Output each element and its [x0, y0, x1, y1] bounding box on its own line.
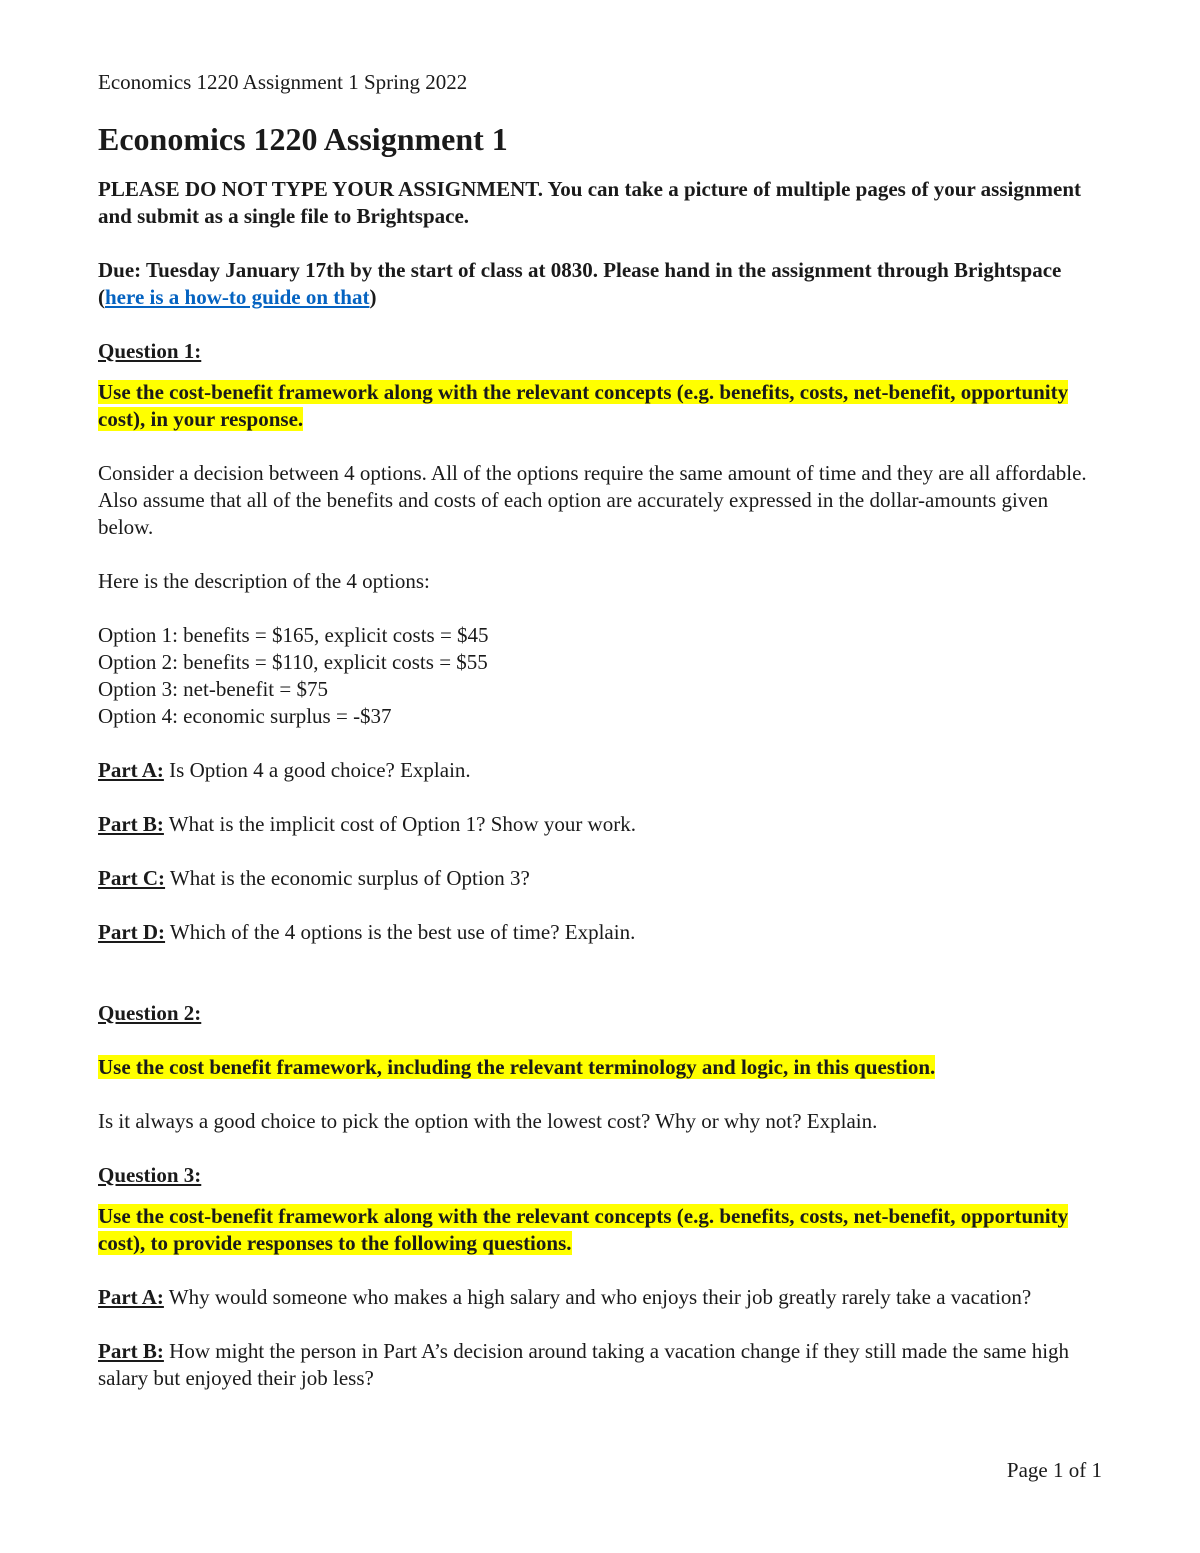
document-title: Economics 1220 Assignment 1: [98, 121, 508, 157]
part-text: What is the economic surplus of Option 3?: [165, 866, 530, 890]
question-1-part-c: [98, 865, 1108, 892]
part-label: Part A:: [98, 758, 164, 782]
part-text: Is Option 4 a good choice? Explain.: [163, 758, 471, 782]
question-1-part-b: [98, 811, 1108, 838]
part-text: What is the implicit cost of Option 1? Show your work.: [163, 812, 636, 836]
due-date-paragraph: [98, 257, 1108, 311]
question-2-highlight: Use the cost benefit framework, including the relevant terminology and logic, in this question.: [98, 1055, 936, 1079]
part-label: Part D:: [98, 920, 166, 944]
question-1-instruction: [98, 379, 1108, 433]
option-2: Option 2: benefits = $110, explicit costs = $55: [98, 650, 488, 674]
part-label: Part A:: [98, 1285, 164, 1309]
part-label: Part B:: [98, 1339, 164, 1363]
question-1-part-a: [98, 757, 1108, 784]
submission-notice: PLEASE DO NOT TYPE YOUR ASSIGNMENT. You can take a picture of multiple pages of your assignment and submit as a single file to Brightspace.: [98, 177, 1082, 228]
question-2-text: Is it always a good choice to pick the option with the lowest cost? Why or why not? Explain.: [98, 1109, 878, 1133]
question-1-options-list: [98, 622, 1108, 730]
part-label: Part B:: [98, 812, 164, 836]
running-header: Economics 1220 Assignment 1 Spring 2022: [98, 70, 468, 94]
question-2-instruction: [98, 1054, 1108, 1081]
option-3: Option 3: net-benefit = $75: [98, 677, 328, 701]
option-1: Option 1: benefits = $165, explicit costs = $45: [98, 623, 489, 647]
question-3-instruction: [98, 1203, 1108, 1257]
option-4: Option 4: economic surplus = -$37: [98, 704, 392, 728]
question-1-intro: Consider a decision between 4 options. All of the options require the same amount of time and they are all affordable. Also assume that all of the benefits and costs of each option are accurately expressed in the dollar-amounts given below.: [98, 461, 1087, 539]
question-3-heading: Question 3:: [98, 1163, 202, 1187]
due-date-text: Due: Tuesday January 17th by the start of class at 0830. Please hand in the assignment through Brightspace (: [98, 258, 1062, 309]
part-text: How might the person in Part A’s decision around taking a vacation change if they still made the same high salary but enjoyed their job less?: [98, 1339, 1070, 1390]
question-3-highlight: Use the cost-benefit framework along with the relevant concepts (e.g. benefits, costs, net-benefit, opportunity cost), to provide responses to the following questions.: [98, 1204, 1069, 1255]
question-1-part-d: [98, 919, 1108, 946]
part-text: Which of the 4 options is the best use of time? Explain.: [165, 920, 636, 944]
part-text: Why would someone who makes a high salary and who enjoys their job greatly rarely take a vacation?: [163, 1285, 1032, 1309]
question-1-options-description: Here is the description of the 4 options:: [98, 569, 430, 593]
question-3-part-a: [98, 1284, 1108, 1311]
due-date-suffix: ): [369, 285, 377, 309]
question-2-heading: Question 2:: [98, 1001, 202, 1025]
question-1-heading: Question 1:: [98, 339, 202, 363]
question-3-part-b: [98, 1338, 1108, 1392]
question-1-highlight: Use the cost-benefit framework along with the relevant concepts (e.g. benefits, costs, net-benefit, opportunity cost), in your response.: [98, 380, 1069, 431]
document-body: [98, 68, 1108, 1419]
part-label: Part C:: [98, 866, 166, 890]
how-to-guide-link[interactable]: here is a how-to guide on that: [105, 285, 370, 309]
page-number: Page 1 of 1: [1006, 1458, 1102, 1482]
